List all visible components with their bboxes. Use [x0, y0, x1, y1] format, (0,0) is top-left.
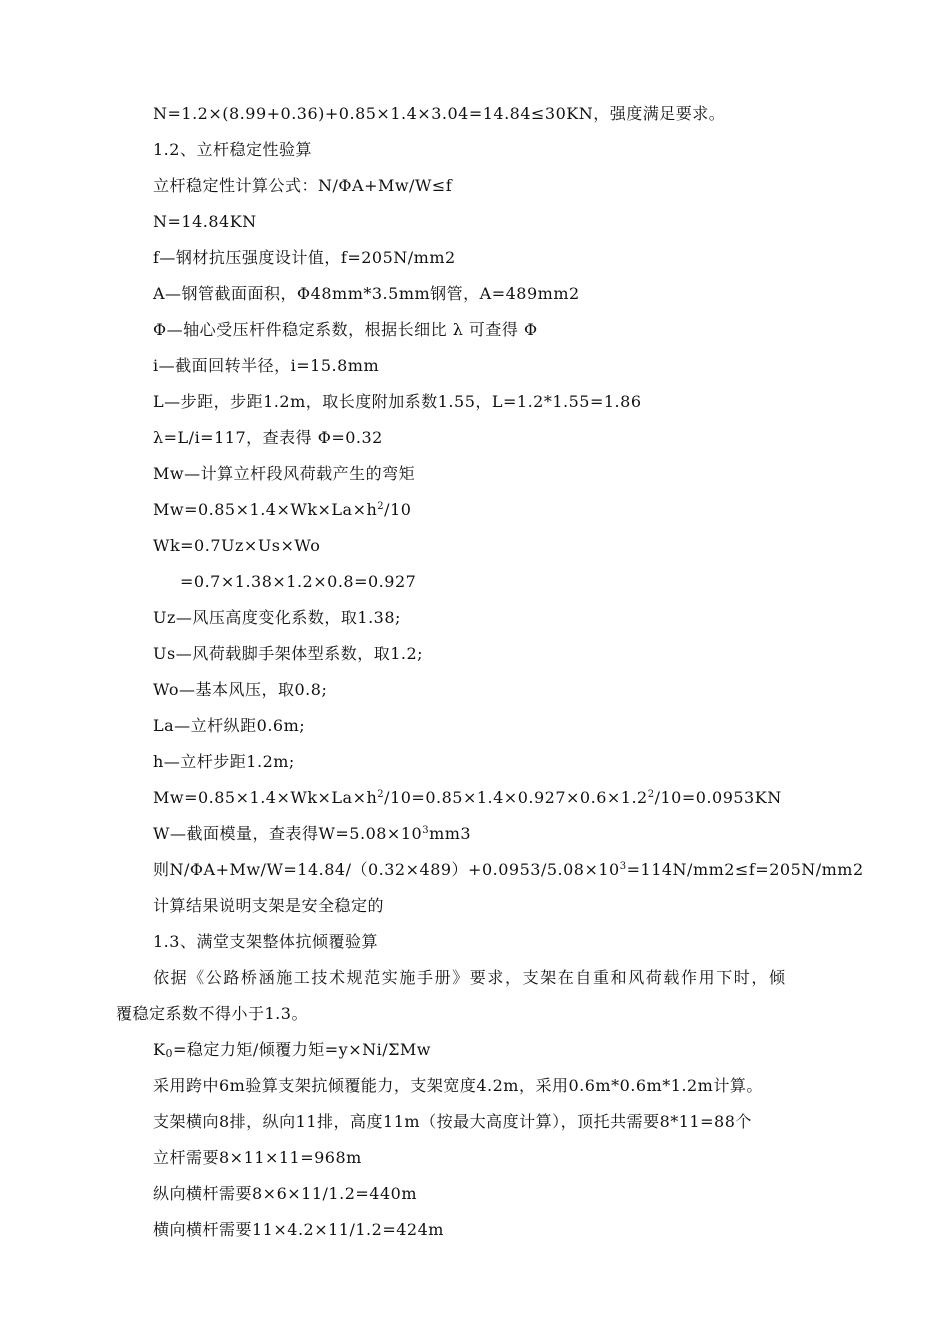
text-line: 立杆稳定性计算公式：N/ΦA+Mw/W≤f: [153, 176, 453, 195]
text-line: N=14.84KN: [153, 212, 257, 231]
text-line: L—步距，步距1.2m，取长度附加系数1.55，L=1.2*1.55=1.86: [153, 392, 642, 411]
text-line: 支架横向8排，纵向11排，高度11m（按最大高度计算），顶托共需要8*11=88个: [153, 1112, 752, 1131]
formula-line: $Mw=0.85\times 1.4\times Wk\times La\times h^2/10=0.85\times 1.4\times 0.927\times 0.6\times 1.2^2/10=0.0953KN$: [153, 788, 782, 807]
text-line: La—立杆纵距0.6m;: [153, 716, 306, 735]
formula-line: $K_0=$稳定力矩/倾覆力矩=y×Ni/ΣMw: [153, 1040, 432, 1060]
text-line: 横向横杆需要11×4.2×11/1.2=424m: [153, 1220, 444, 1239]
text-line: Uz—风压高度变化系数，取1.38;: [153, 608, 401, 627]
text-line: Mw—计算立杆段风荷载产生的弯矩: [153, 464, 416, 483]
section-heading: 1.3、满堂支架整体抗倾覆验算: [153, 932, 378, 951]
formula-line: 则$N/\Phi A+Mw/W=14.84/(0.32\times 489)+0.0953/5.08\times 10^3=114N/mm2\le f=205N/mm2$: [153, 860, 864, 879]
text-line: 纵向横杆需要8×6×11/1.2=440m: [153, 1184, 417, 1203]
text-line: h—立杆步距1.2m;: [153, 752, 295, 771]
section-heading: 1.2、立杆稳定性验算: [153, 140, 312, 159]
text-line: 立杆需要8×11×11=968m: [153, 1148, 362, 1167]
text-line: 计算结果说明支架是安全稳定的: [153, 896, 385, 915]
formula-line: W—截面模量，查表得$W=5.08\times 10^3mm3$: [153, 824, 472, 843]
text-line: 覆稳定系数不得小于1.3。: [116, 1004, 308, 1023]
text-line: A—钢管截面面积，Φ48mm*3.5mm钢管，A=489mm2: [153, 284, 580, 303]
text-line: Us—风荷载脚手架体型系数，取1.2;: [153, 644, 424, 663]
text-line: Wk=0.7Uz×Us×Wo: [153, 536, 321, 555]
text-line: i—截面回转半径，i=15.8mm: [153, 356, 380, 375]
formula-line: $Mw=0.85\times 1.4\times Wk\times La\times h^2/10$: [153, 500, 412, 519]
text-line: Wo—基本风压，取0.8;: [153, 680, 328, 699]
text-line: N=1.2×(8.99+0.36)+0.85×1.4×3.04=14.84≤30KN，强度满足要求。: [153, 104, 726, 123]
text-line: f—钢材抗压强度设计值，f=205N/mm2: [153, 248, 456, 267]
text-line: Φ—轴心受压杆件稳定系数，根据长细比 λ 可查得 Φ: [153, 320, 538, 339]
text-line: 依据《公路桥涵施工技术规范实施手册》要求，支架在自重和风荷载作用下时，倾: [153, 968, 787, 987]
text-line: λ=L/i=117，查表得 Φ=0.32: [153, 428, 383, 447]
text-line: 采用跨中6m验算支架抗倾覆能力，支架宽度4.2m，采用0.6m*0.6m*1.2m计算。: [153, 1076, 763, 1095]
text-line: =0.7×1.38×1.2×0.8=0.927: [180, 572, 417, 591]
